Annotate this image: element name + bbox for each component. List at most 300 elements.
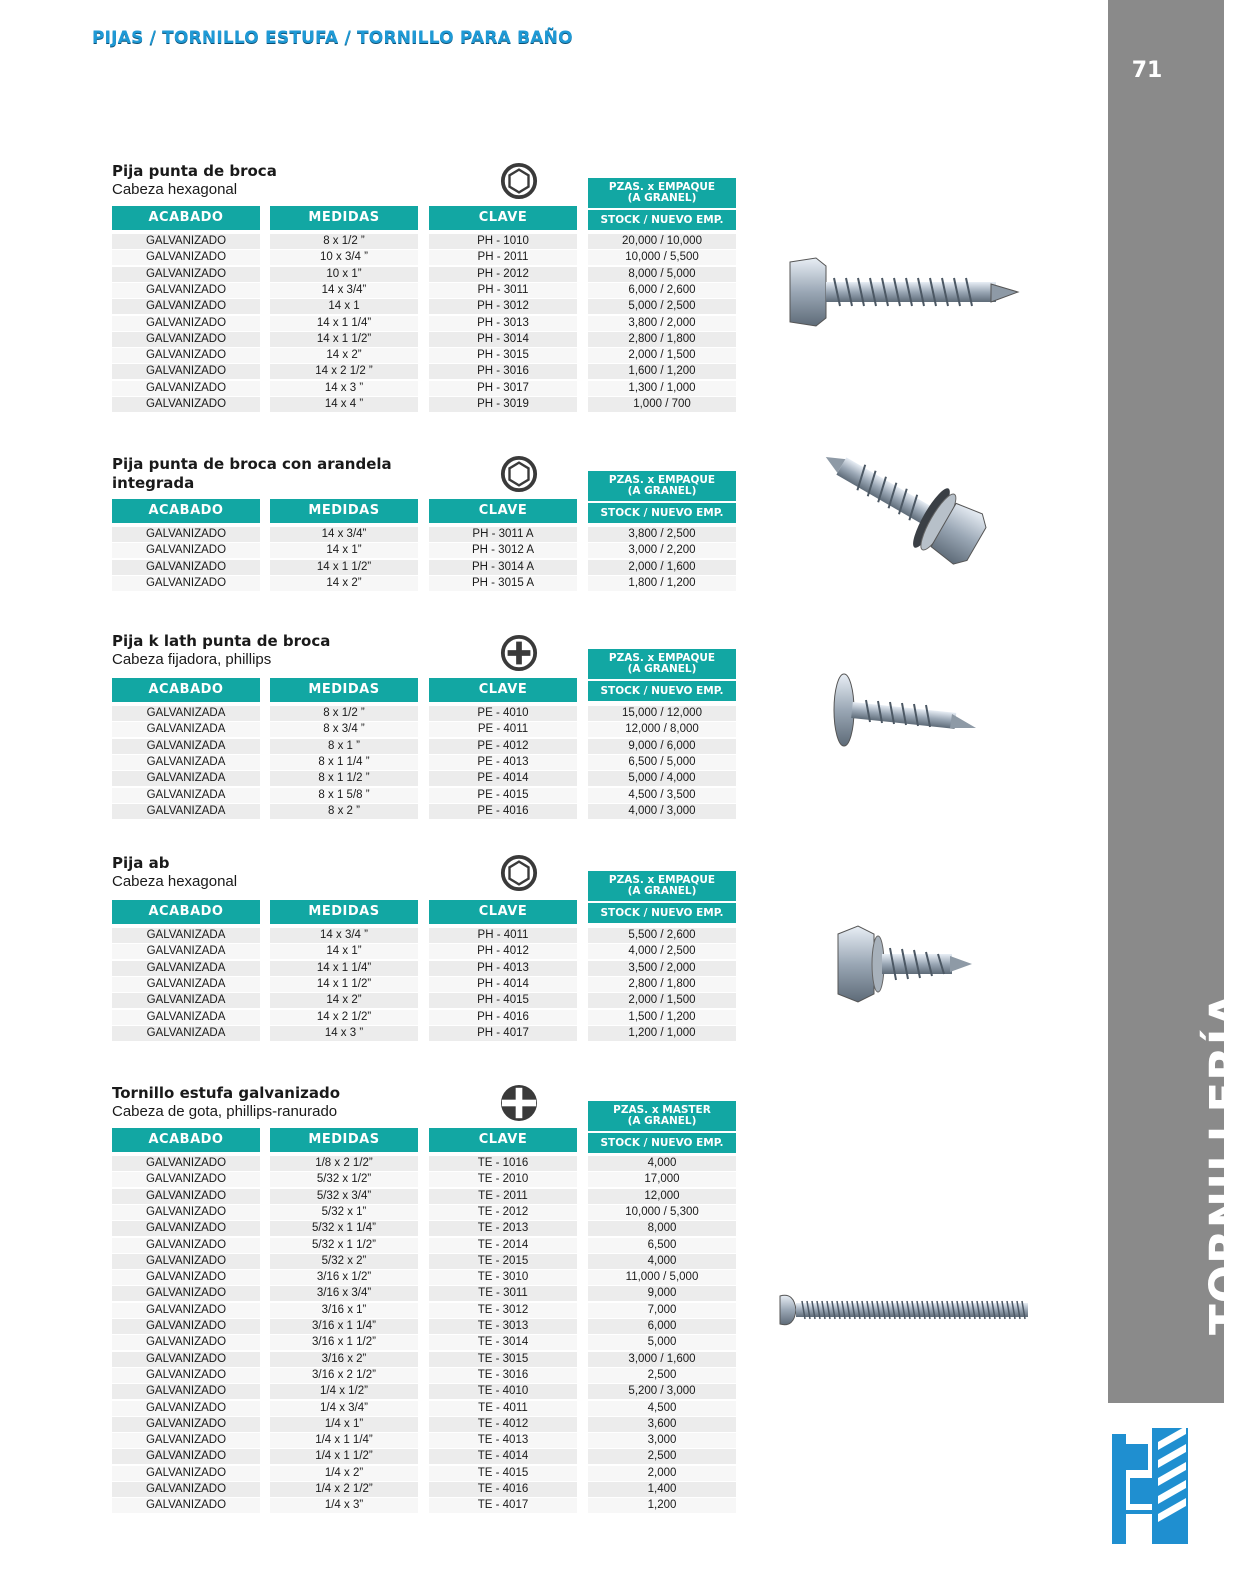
cell-medidas: 14 x 1 1/4” — [270, 961, 418, 976]
column-header-clave: CLAVE — [429, 206, 577, 230]
cell-acabado: GALVANIZADO — [112, 1319, 260, 1334]
page-header-title: PIJAS / TORNILLO ESTUFA / TORNILLO PARA BAÑO — [92, 28, 573, 48]
cell-acabado: GALVANIZADO — [112, 560, 260, 575]
cell-medidas: 5/32 x 1” — [270, 1205, 418, 1220]
hex-head-icon — [500, 455, 538, 493]
column-header-medidas: MEDIDAS — [270, 499, 418, 523]
column-header-acabado: ACABADO — [112, 900, 260, 924]
packaging-title — [588, 649, 736, 679]
cell-stock: 2,500 — [588, 1449, 736, 1464]
cell-acabado: GALVANIZADA — [112, 804, 260, 819]
cell-clave: PH - 3012 A — [429, 543, 577, 558]
cell-clave: PE - 4015 — [429, 788, 577, 803]
cell-acabado: GALVANIZADO — [112, 1270, 260, 1285]
section-subtitle: Cabeza hexagonal — [112, 873, 238, 890]
stock-label: STOCK / NUEVO EMP. — [600, 1137, 724, 1149]
cell-clave: TE - 4013 — [429, 1433, 577, 1448]
table-row — [112, 283, 740, 299]
page-number: 71 — [1131, 58, 1163, 83]
cell-acabado: GALVANIZADA — [112, 928, 260, 943]
packaging-header — [588, 178, 736, 230]
stock-label: STOCK / NUEVO EMP. — [600, 685, 724, 697]
cell-acabado: GALVANIZADA — [112, 961, 260, 976]
cell-stock: 6,500 — [588, 1238, 736, 1253]
cell-stock: 12,000 — [588, 1189, 736, 1204]
cell-clave: PH - 3013 — [429, 316, 577, 331]
cell-acabado: GALVANIZADA — [112, 1026, 260, 1041]
cell-acabado: GALVANIZADO — [112, 381, 260, 396]
cell-medidas: 8 x 1 ” — [270, 739, 418, 754]
cell-acabado: GALVANIZADO — [112, 576, 260, 591]
table-row — [112, 804, 740, 820]
cell-acabado: GALVANIZADO — [112, 1482, 260, 1497]
cell-clave: TE - 2015 — [429, 1254, 577, 1269]
cell-stock: 4,000 / 2,500 — [588, 944, 736, 959]
cell-medidas: 5/32 x 2” — [270, 1254, 418, 1269]
cell-medidas: 8 x 3/4 ” — [270, 722, 418, 737]
cell-acabado: GALVANIZADA — [112, 755, 260, 770]
cell-stock: 3,800 / 2,000 — [588, 316, 736, 331]
cell-acabado: GALVANIZADO — [112, 1254, 260, 1269]
product-section-pija-k-lath — [112, 632, 740, 822]
cell-acabado: GALVANIZADA — [112, 722, 260, 737]
cell-clave: PH - 3011 — [429, 283, 577, 298]
cell-acabado: GALVANIZADA — [112, 1010, 260, 1025]
cell-stock: 6,000 / 2,600 — [588, 283, 736, 298]
cell-medidas: 8 x 1 1/4 ” — [270, 755, 418, 770]
cell-medidas: 3/16 x 2” — [270, 1352, 418, 1367]
cell-stock: 4,500 / 3,500 — [588, 788, 736, 803]
table-row — [112, 1189, 740, 1205]
product-section-pija-arandela — [112, 455, 740, 595]
table-row — [112, 1010, 740, 1026]
cell-stock: 5,000 / 4,000 — [588, 771, 736, 786]
cell-clave: TE - 2013 — [429, 1221, 577, 1236]
cell-acabado: GALVANIZADO — [112, 1189, 260, 1204]
column-header-medidas: MEDIDAS — [270, 206, 418, 230]
table-row — [112, 1156, 740, 1172]
cell-clave: TE - 2012 — [429, 1205, 577, 1220]
cell-medidas: 14 x 2” — [270, 348, 418, 363]
column-header-acabado: ACABADO — [112, 678, 260, 702]
cell-stock: 5,000 — [588, 1335, 736, 1350]
hex-ab-screw-photo — [832, 922, 974, 1006]
cell-acabado: GALVANIZADO — [112, 250, 260, 265]
section-title: Tornillo estufa galvanizado — [112, 1084, 341, 1102]
cell-clave: PE - 4011 — [429, 722, 577, 737]
column-header-medidas: MEDIDAS — [270, 900, 418, 924]
stove-bolt-photo — [776, 1292, 1032, 1328]
cell-clave: TE - 4017 — [429, 1498, 577, 1513]
table-row — [112, 1433, 740, 1449]
table-row — [112, 977, 740, 993]
cell-medidas: 3/16 x 1 1/4” — [270, 1319, 418, 1334]
cell-medidas: 1/4 x 1 1/2” — [270, 1449, 418, 1464]
cell-clave: TE - 4011 — [429, 1401, 577, 1416]
cell-acabado: GALVANIZADA — [112, 993, 260, 1008]
cell-stock: 1,400 — [588, 1482, 736, 1497]
cell-clave: PH - 4012 — [429, 944, 577, 959]
table-row — [112, 267, 740, 283]
cell-clave: TE - 4012 — [429, 1417, 577, 1432]
section-title-line-2: integrada — [112, 474, 195, 492]
cell-stock: 8,000 / 5,000 — [588, 267, 736, 282]
table-row — [112, 1449, 740, 1465]
table-row — [112, 1401, 740, 1417]
cell-stock: 7,000 — [588, 1303, 736, 1318]
cell-medidas: 8 x 1/2 ” — [270, 706, 418, 721]
cell-acabado: GALVANIZADO — [112, 283, 260, 298]
cell-clave: TE - 3012 — [429, 1303, 577, 1318]
cell-clave: PH - 4011 — [429, 928, 577, 943]
cell-acabado: GALVANIZADO — [112, 527, 260, 542]
cell-clave: TE - 1016 — [429, 1156, 577, 1171]
cell-stock: 1,200 — [588, 1498, 736, 1513]
section-title: Pija punta de broca con arandela — [112, 455, 392, 473]
cell-medidas: 3/16 x 1/2” — [270, 1270, 418, 1285]
hex-head-icon — [500, 162, 538, 200]
cell-acabado: GALVANIZADA — [112, 706, 260, 721]
section-subtitle: Cabeza hexagonal — [112, 181, 238, 198]
table-row — [112, 1466, 740, 1482]
cell-acabado: GALVANIZADO — [112, 1433, 260, 1448]
table-row — [112, 543, 740, 559]
cell-clave: PE - 4016 — [429, 804, 577, 819]
cell-medidas: 14 x 1 1/2” — [270, 332, 418, 347]
cell-acabado: GALVANIZADO — [112, 397, 260, 412]
cell-stock: 5,200 / 3,000 — [588, 1384, 736, 1399]
column-header-medidas: MEDIDAS — [270, 678, 418, 702]
cell-acabado: GALVANIZADO — [112, 1368, 260, 1383]
cell-stock: 2,000 / 1,500 — [588, 348, 736, 363]
table-row — [112, 1270, 740, 1286]
cell-medidas: 14 x 1” — [270, 944, 418, 959]
cell-acabado: GALVANIZADO — [112, 316, 260, 331]
cell-acabado: GALVANIZADO — [112, 1466, 260, 1481]
cell-clave: PE - 4014 — [429, 771, 577, 786]
table-row — [112, 576, 740, 592]
cell-stock: 11,000 / 5,000 — [588, 1270, 736, 1285]
packaging-title-line: PZAS. x MASTER — [613, 1104, 711, 1116]
cell-stock: 3,800 / 2,500 — [588, 527, 736, 542]
cell-clave: PH - 3012 — [429, 299, 577, 314]
table-row — [112, 299, 740, 315]
cell-medidas: 14 x 1 1/2” — [270, 977, 418, 992]
cell-stock: 8,000 — [588, 1221, 736, 1236]
cell-stock: 3,600 — [588, 1417, 736, 1432]
cell-clave: TE - 2010 — [429, 1172, 577, 1187]
packaging-subtitle-line: (A GRANEL) — [627, 1115, 697, 1127]
table-row — [112, 993, 740, 1009]
stock-label: STOCK / NUEVO EMP. — [600, 907, 724, 919]
cell-clave: PH - 3014 — [429, 332, 577, 347]
table-row — [112, 1238, 740, 1254]
cell-acabado: GALVANIZADO — [112, 1417, 260, 1432]
cell-stock: 1,200 / 1,000 — [588, 1026, 736, 1041]
column-header-acabado: ACABADO — [112, 499, 260, 523]
cell-clave: TE - 3011 — [429, 1286, 577, 1301]
table-row — [112, 1417, 740, 1433]
table-row — [112, 1254, 740, 1270]
cell-medidas: 8 x 2 ” — [270, 804, 418, 819]
cell-medidas: 10 x 3/4 ” — [270, 250, 418, 265]
packaging-subtitle-line: (A GRANEL) — [627, 663, 697, 675]
cell-medidas: 1/4 x 1 1/4” — [270, 1433, 418, 1448]
cell-clave: PH - 4014 — [429, 977, 577, 992]
cell-stock: 5,000 / 2,500 — [588, 299, 736, 314]
product-section-tornillo-estufa — [112, 1084, 740, 1520]
packaging-subtitle-line: (A GRANEL) — [627, 485, 697, 497]
hex-head-icon — [500, 854, 538, 892]
cell-medidas: 3/16 x 1” — [270, 1303, 418, 1318]
sidebar-category-title: TORNILLERÍA — [1200, 991, 1253, 1335]
cell-stock: 2,800 / 1,800 — [588, 977, 736, 992]
cell-stock: 10,000 / 5,300 — [588, 1205, 736, 1220]
cell-stock: 1,300 / 1,000 — [588, 381, 736, 396]
cell-medidas: 8 x 1 5/8 ” — [270, 788, 418, 803]
cell-medidas: 14 x 4 ” — [270, 397, 418, 412]
column-header-clave: CLAVE — [429, 1128, 577, 1152]
table-row — [112, 250, 740, 266]
table-row — [112, 722, 740, 738]
cell-clave: TE - 3010 — [429, 1270, 577, 1285]
cell-medidas: 5/32 x 3/4” — [270, 1189, 418, 1204]
cell-stock: 2,000 / 1,500 — [588, 993, 736, 1008]
cell-stock: 3,000 / 1,600 — [588, 1352, 736, 1367]
cell-acabado: GALVANIZADO — [112, 1156, 260, 1171]
product-section-pija-punta-broca — [112, 162, 740, 420]
packaging-header — [588, 1101, 736, 1153]
phillips-head-icon — [500, 634, 538, 672]
cell-acabado: GALVANIZADO — [112, 1172, 260, 1187]
cell-clave: PH - 2011 — [429, 250, 577, 265]
cell-stock: 5,500 / 2,600 — [588, 928, 736, 943]
table-row — [112, 1352, 740, 1368]
table-row — [112, 771, 740, 787]
cell-acabado: GALVANIZADO — [112, 1221, 260, 1236]
cell-medidas: 8 x 1 1/2 ” — [270, 771, 418, 786]
cell-clave: PH - 3019 — [429, 397, 577, 412]
cell-clave: PH - 3015 A — [429, 576, 577, 591]
cell-medidas: 5/32 x 1 1/2” — [270, 1238, 418, 1253]
cell-clave: TE - 3014 — [429, 1335, 577, 1350]
cell-acabado: GALVANIZADO — [112, 1205, 260, 1220]
column-header-acabado: ACABADO — [112, 1128, 260, 1152]
cell-stock: 4,000 — [588, 1254, 736, 1269]
cell-clave: TE - 2011 — [429, 1189, 577, 1204]
cell-clave: TE - 4016 — [429, 1482, 577, 1497]
cell-stock: 10,000 / 5,500 — [588, 250, 736, 265]
section-subtitle: Cabeza fijadora, phillips — [112, 651, 272, 668]
table-row — [112, 316, 740, 332]
section-title: Pija k lath punta de broca — [112, 632, 331, 650]
packaging-title-line: PZAS. x EMPAQUE — [608, 874, 716, 886]
cell-stock: 6,500 / 5,000 — [588, 755, 736, 770]
cell-medidas: 14 x 2 1/2 ” — [270, 364, 418, 379]
table-row — [112, 1221, 740, 1237]
cell-clave: PH - 3011 A — [429, 527, 577, 542]
packaging-title-line: PZAS. x EMPAQUE — [608, 474, 716, 486]
table-row — [112, 1026, 740, 1042]
cell-acabado: GALVANIZADA — [112, 977, 260, 992]
cell-medidas: 5/32 x 1 1/4” — [270, 1221, 418, 1236]
cell-acabado: GALVANIZADO — [112, 1352, 260, 1367]
packaging-title — [588, 178, 736, 208]
cell-acabado: GALVANIZADA — [112, 788, 260, 803]
table-row — [112, 1303, 740, 1319]
table-row — [112, 706, 740, 722]
cell-medidas: 8 x 1/2 ” — [270, 234, 418, 249]
cell-clave: PH - 3015 — [429, 348, 577, 363]
table-row — [112, 1205, 740, 1221]
cell-medidas: 14 x 3 ” — [270, 1026, 418, 1041]
cell-stock: 17,000 — [588, 1172, 736, 1187]
cell-medidas: 1/4 x 3” — [270, 1498, 418, 1513]
section-subtitle: Cabeza de gota, phillips-ranurado — [112, 1103, 338, 1120]
cell-clave: TE - 3015 — [429, 1352, 577, 1367]
cell-stock: 9,000 — [588, 1286, 736, 1301]
cell-stock: 2,000 / 1,600 — [588, 560, 736, 575]
packaging-header — [588, 471, 736, 523]
table-row — [112, 961, 740, 977]
cell-stock: 4,500 — [588, 1401, 736, 1416]
cell-medidas: 5/32 x 1/2” — [270, 1172, 418, 1187]
k-lath-screw-photo — [830, 668, 980, 752]
cell-stock: 20,000 / 10,000 — [588, 234, 736, 249]
cell-medidas: 14 x 3/4” — [270, 527, 418, 542]
table-row — [112, 397, 740, 413]
cell-stock: 3,000 / 2,200 — [588, 543, 736, 558]
cell-acabado: GALVANIZADO — [112, 1303, 260, 1318]
table-row — [112, 1172, 740, 1188]
table-row — [112, 381, 740, 397]
cell-medidas: 3/16 x 2 1/2” — [270, 1368, 418, 1383]
cell-medidas: 1/4 x 3/4” — [270, 1401, 418, 1416]
cell-acabado: GALVANIZADO — [112, 299, 260, 314]
cell-clave: TE - 2014 — [429, 1238, 577, 1253]
cell-medidas: 14 x 3/4 ” — [270, 928, 418, 943]
cell-clave: PE - 4010 — [429, 706, 577, 721]
cell-clave: TE - 3016 — [429, 1368, 577, 1383]
cell-clave: PH - 3014 A — [429, 560, 577, 575]
cell-acabado: GALVANIZADO — [112, 1238, 260, 1253]
table-row — [112, 1335, 740, 1351]
cell-medidas: 14 x 2” — [270, 576, 418, 591]
column-header-clave: CLAVE — [429, 499, 577, 523]
cell-acabado: GALVANIZADO — [112, 332, 260, 347]
cell-clave: PH - 2012 — [429, 267, 577, 282]
cell-acabado: GALVANIZADA — [112, 739, 260, 754]
packaging-title — [588, 1101, 736, 1131]
cell-medidas: 14 x 3 ” — [270, 381, 418, 396]
table-row — [112, 739, 740, 755]
cell-acabado: GALVANIZADO — [112, 234, 260, 249]
cell-medidas: 3/16 x 1 1/2” — [270, 1335, 418, 1350]
cell-medidas: 14 x 1 1/2” — [270, 560, 418, 575]
table-row — [112, 944, 740, 960]
cell-medidas: 14 x 1 1/4” — [270, 316, 418, 331]
cell-medidas: 14 x 1 — [270, 299, 418, 314]
cell-stock: 2,500 — [588, 1368, 736, 1383]
packaging-header — [588, 649, 736, 701]
cell-acabado: GALVANIZADO — [112, 1384, 260, 1399]
cell-medidas: 14 x 2” — [270, 993, 418, 1008]
cell-medidas: 14 x 1” — [270, 543, 418, 558]
table-row — [112, 928, 740, 944]
cell-acabado: GALVANIZADO — [112, 1286, 260, 1301]
packaging-title — [588, 871, 736, 901]
table-row — [112, 1286, 740, 1302]
cell-stock: 1,000 / 700 — [588, 397, 736, 412]
stock-label: STOCK / NUEVO EMP. — [600, 214, 724, 226]
cell-clave: PH - 4015 — [429, 993, 577, 1008]
cell-stock: 6,000 — [588, 1319, 736, 1334]
cell-stock: 4,000 / 3,000 — [588, 804, 736, 819]
brand-logo-icon — [1110, 1418, 1190, 1546]
cell-stock: 15,000 / 12,000 — [588, 706, 736, 721]
packaging-subtitle-line: (A GRANEL) — [627, 192, 697, 204]
table-row — [112, 1384, 740, 1400]
cell-clave: TE - 3013 — [429, 1319, 577, 1334]
cell-acabado: GALVANIZADA — [112, 944, 260, 959]
table-row — [112, 1498, 740, 1514]
table-row — [112, 234, 740, 250]
column-header-clave: CLAVE — [429, 678, 577, 702]
cell-stock: 9,000 / 6,000 — [588, 739, 736, 754]
table-row — [112, 527, 740, 543]
cell-acabado: GALVANIZADO — [112, 1498, 260, 1513]
cell-medidas: 3/16 x 3/4” — [270, 1286, 418, 1301]
cell-stock: 3,500 / 2,000 — [588, 961, 736, 976]
cell-stock: 1,800 / 1,200 — [588, 576, 736, 591]
table-row — [112, 364, 740, 380]
cell-clave: TE - 4010 — [429, 1384, 577, 1399]
packaging-title — [588, 471, 736, 501]
cell-medidas: 1/4 x 1/2” — [270, 1384, 418, 1399]
section-title: Pija ab — [112, 854, 170, 872]
cell-clave: PH - 4017 — [429, 1026, 577, 1041]
cell-stock: 1,600 / 1,200 — [588, 364, 736, 379]
cell-stock: 12,000 / 8,000 — [588, 722, 736, 737]
cell-stock: 4,000 — [588, 1156, 736, 1171]
cell-stock: 1,500 / 1,200 — [588, 1010, 736, 1025]
cell-clave: PH - 1010 — [429, 234, 577, 249]
cell-acabado: GALVANIZADO — [112, 1401, 260, 1416]
table-row — [112, 1319, 740, 1335]
cell-medidas: 1/4 x 2 1/2” — [270, 1482, 418, 1497]
cell-clave: PH - 3017 — [429, 381, 577, 396]
cell-medidas: 14 x 2 1/2” — [270, 1010, 418, 1025]
cell-acabado: GALVANIZADO — [112, 1335, 260, 1350]
column-header-medidas: MEDIDAS — [270, 1128, 418, 1152]
cell-stock: 3,000 — [588, 1433, 736, 1448]
sidebar-band — [1108, 0, 1253, 1403]
table-row — [112, 1482, 740, 1498]
table-row — [112, 788, 740, 804]
washer-drill-screw-photo — [812, 436, 994, 566]
cell-medidas: 14 x 3/4” — [270, 283, 418, 298]
cell-clave: PH - 4013 — [429, 961, 577, 976]
table-row — [112, 332, 740, 348]
cell-acabado: GALVANIZADO — [112, 267, 260, 282]
section-title: Pija punta de broca — [112, 162, 277, 180]
table-row — [112, 1368, 740, 1384]
cell-clave: TE - 4014 — [429, 1449, 577, 1464]
column-header-acabado: ACABADO — [112, 206, 260, 230]
cell-clave: TE - 4015 — [429, 1466, 577, 1481]
product-section-pija-ab — [112, 854, 740, 1044]
cell-acabado: GALVANIZADO — [112, 543, 260, 558]
